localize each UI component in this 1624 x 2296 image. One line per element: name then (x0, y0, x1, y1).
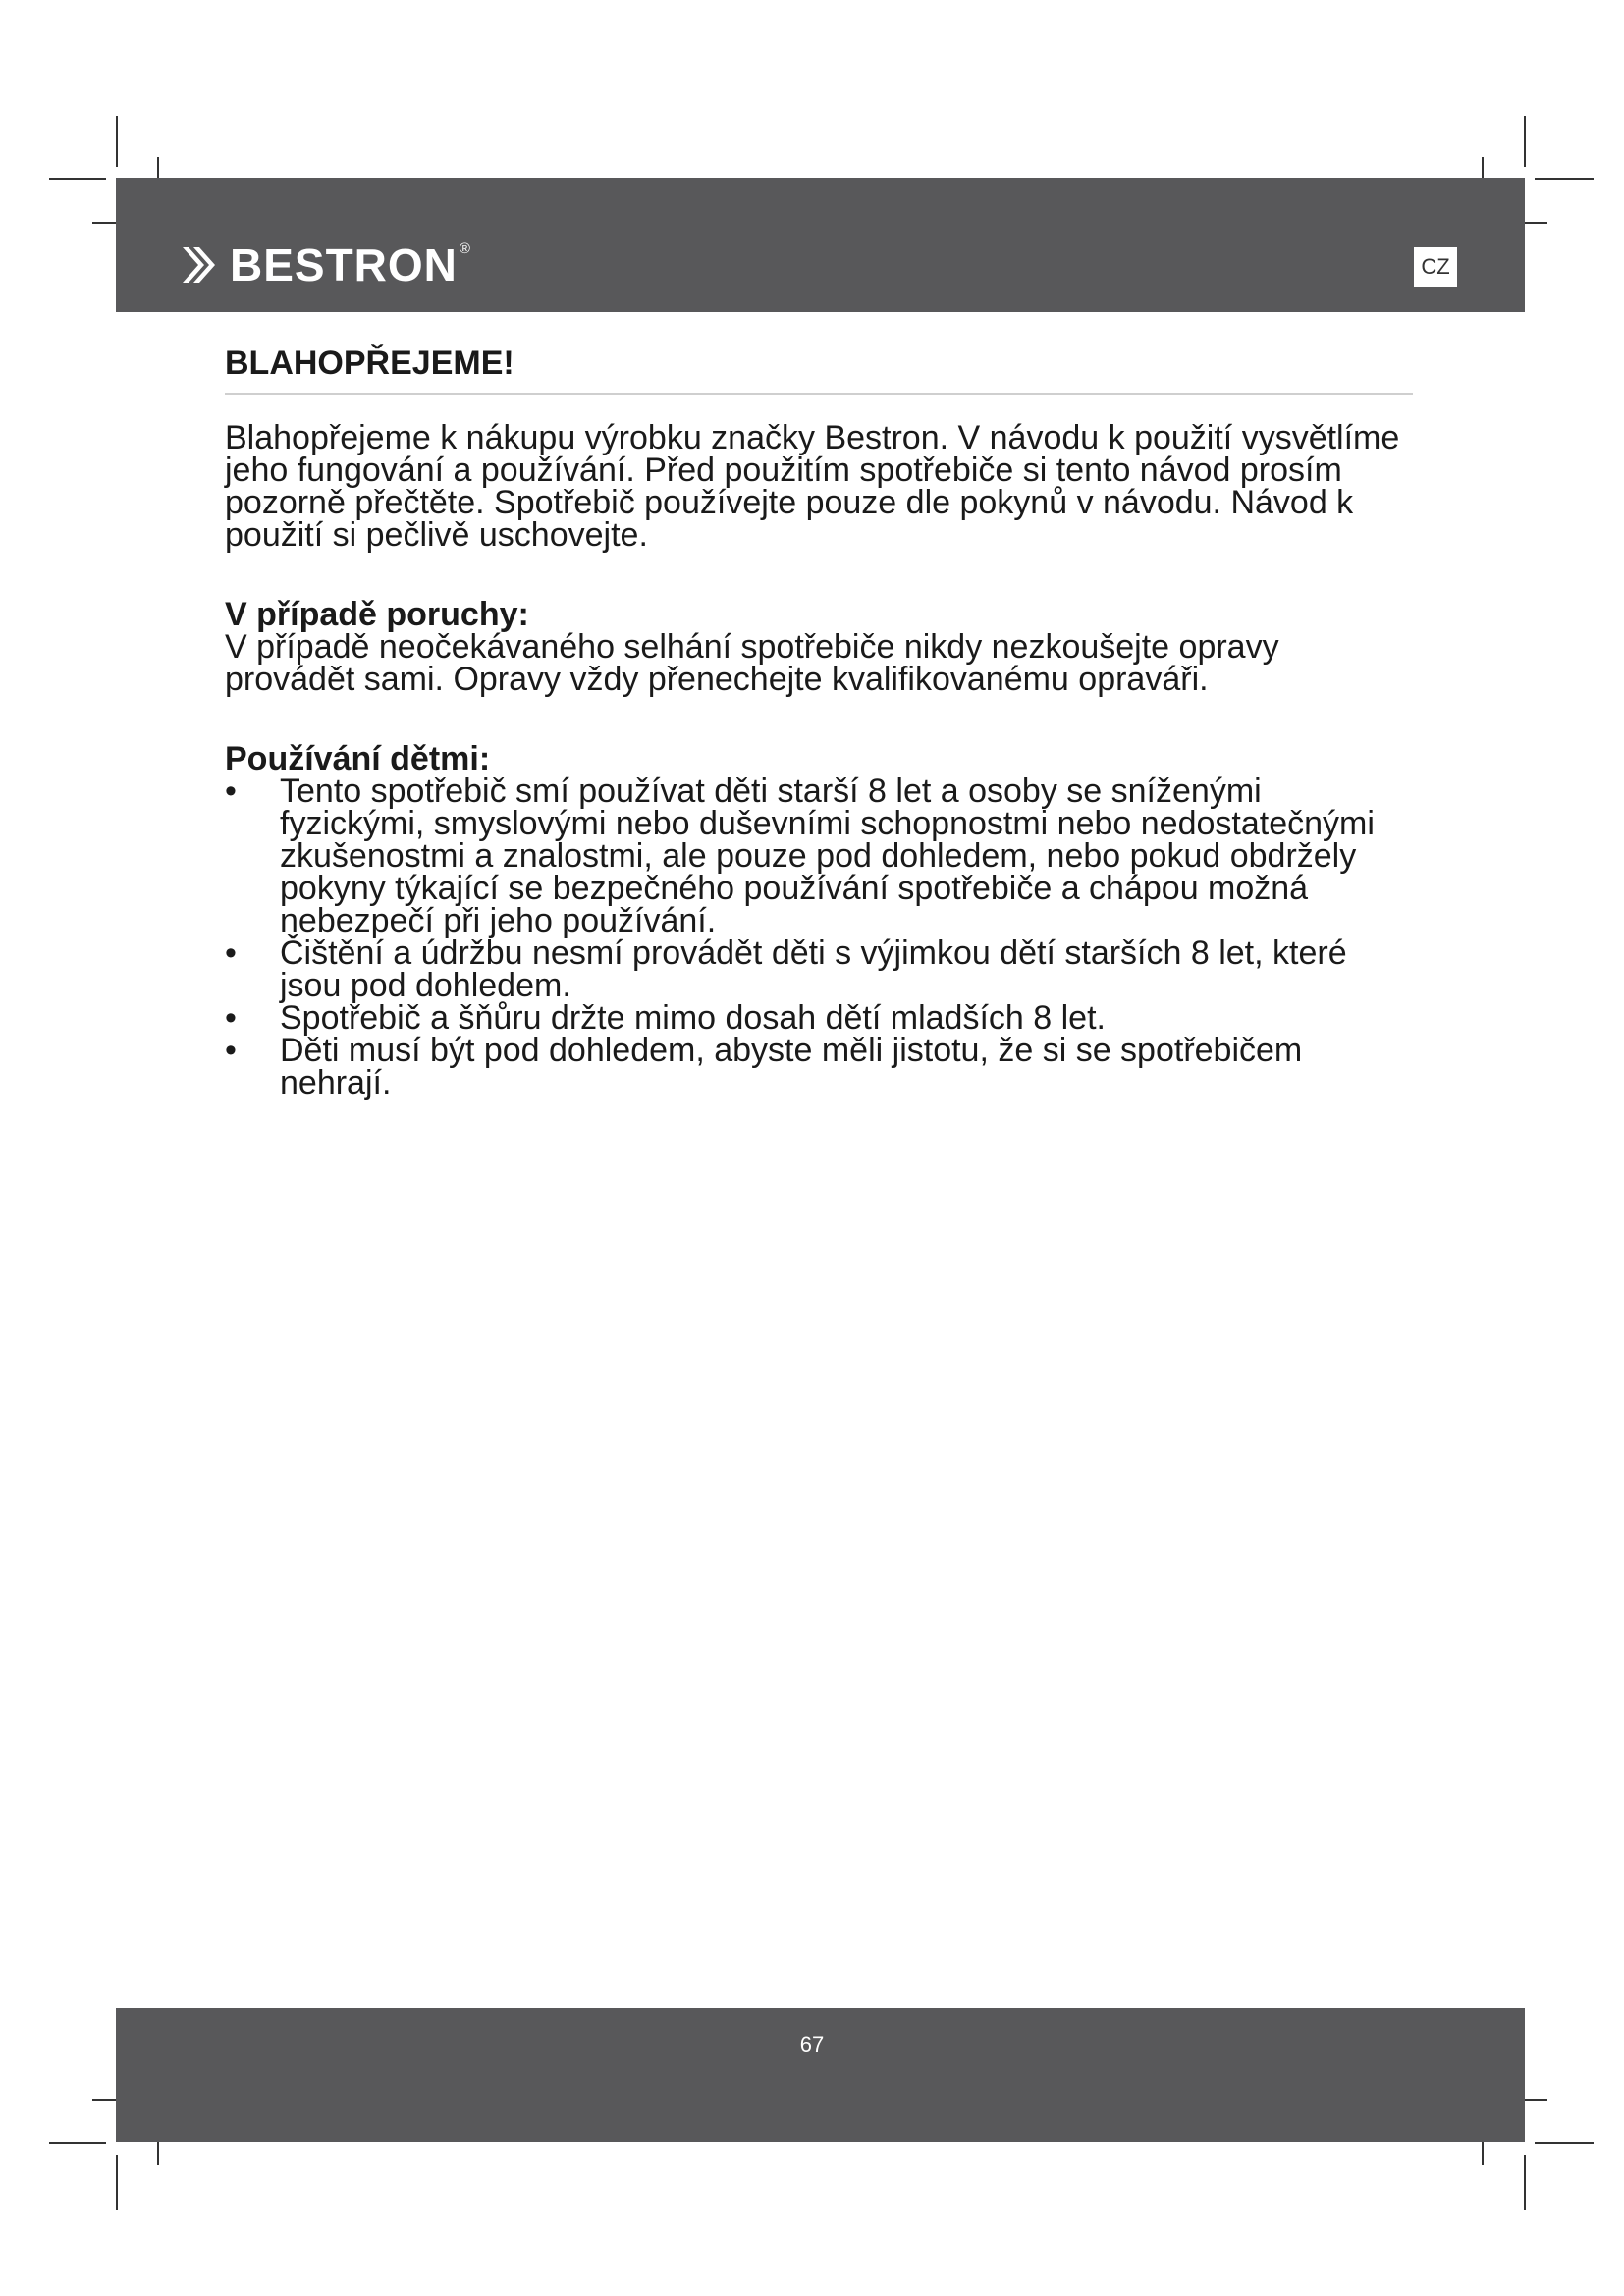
crop-mark (1524, 116, 1526, 167)
page-title: BLAHOPŘEJEME! (225, 342, 1413, 395)
children-section (225, 740, 1413, 1101)
crop-mark (1524, 2155, 1526, 2210)
list-item-text: Děti musí být pod dohledem, abyste měli jistotu, že si se spotřebičem nehrají. (280, 1032, 1303, 1101)
crop-mark (49, 2142, 106, 2144)
fault-section (225, 596, 1413, 698)
footer-band (116, 2008, 1525, 2142)
fault-text: V případě neočekávaného selhání spotřebiče nikdy nezkoušejte opravy provádět sami. Opravy vždy přenechejte kvalifikovanému opraváři. (225, 628, 1279, 698)
crop-mark (116, 116, 118, 167)
registered-mark: ® (459, 240, 470, 257)
crop-mark (116, 2155, 118, 2210)
fault-heading: V případě poruchy: (225, 596, 529, 633)
language-badge: CZ (1414, 247, 1457, 287)
bullet: • (225, 999, 237, 1037)
children-list (225, 775, 1413, 1099)
chevron-arrows-icon (181, 243, 220, 287)
list-item (225, 1032, 1413, 1101)
list-item-text: Spotřebič a šňůru držte mimo dosah dětí mladších 8 let. (280, 999, 1106, 1037)
list-item-text: Tento spotřebič smí používat děti starší 8 let a osoby se sníženými fyzickými, smyslovými nebo duševními schopnostmi nebo nedostatečnými zkušenostmi a znalostmi, ale pouze pod dohledem, nebo pokud obdržely pokyny týkající se bezpečného používání spotřebiče a chápou možná nebezpečí při jeho používání. (280, 773, 1375, 939)
list-item-text: Čištění a údržbu nesmí provádět děti s výjimkou dětí starších 8 let, které jsou pod dohledem. (280, 934, 1347, 1004)
list-item (225, 775, 1413, 937)
crop-mark (1535, 178, 1594, 180)
bullet: • (225, 773, 237, 810)
crop-mark (1535, 2142, 1594, 2144)
intro-paragraph: Blahopřejeme k nákupu výrobku značky Bestron. V návodu k použití vysvětlíme jeho fungování a používání. Před použitím spotřebiče si tento návod prosím pozorně přečtěte. Spotřebič používejte pouze dle pokynů v návodu. Návod k použití si pečlivě uschovejte. (225, 419, 1400, 554)
bullet: • (225, 934, 237, 972)
children-heading: Používání dětmi: (225, 740, 491, 777)
list-item (225, 999, 1413, 1037)
brand-logo (181, 240, 470, 290)
bullet: • (225, 1032, 237, 1069)
list-item (225, 934, 1413, 1004)
document-body (225, 342, 1413, 1099)
page-number: 67 (799, 2032, 825, 2056)
brand-name: BESTRON (230, 240, 458, 291)
crop-mark (49, 178, 106, 180)
